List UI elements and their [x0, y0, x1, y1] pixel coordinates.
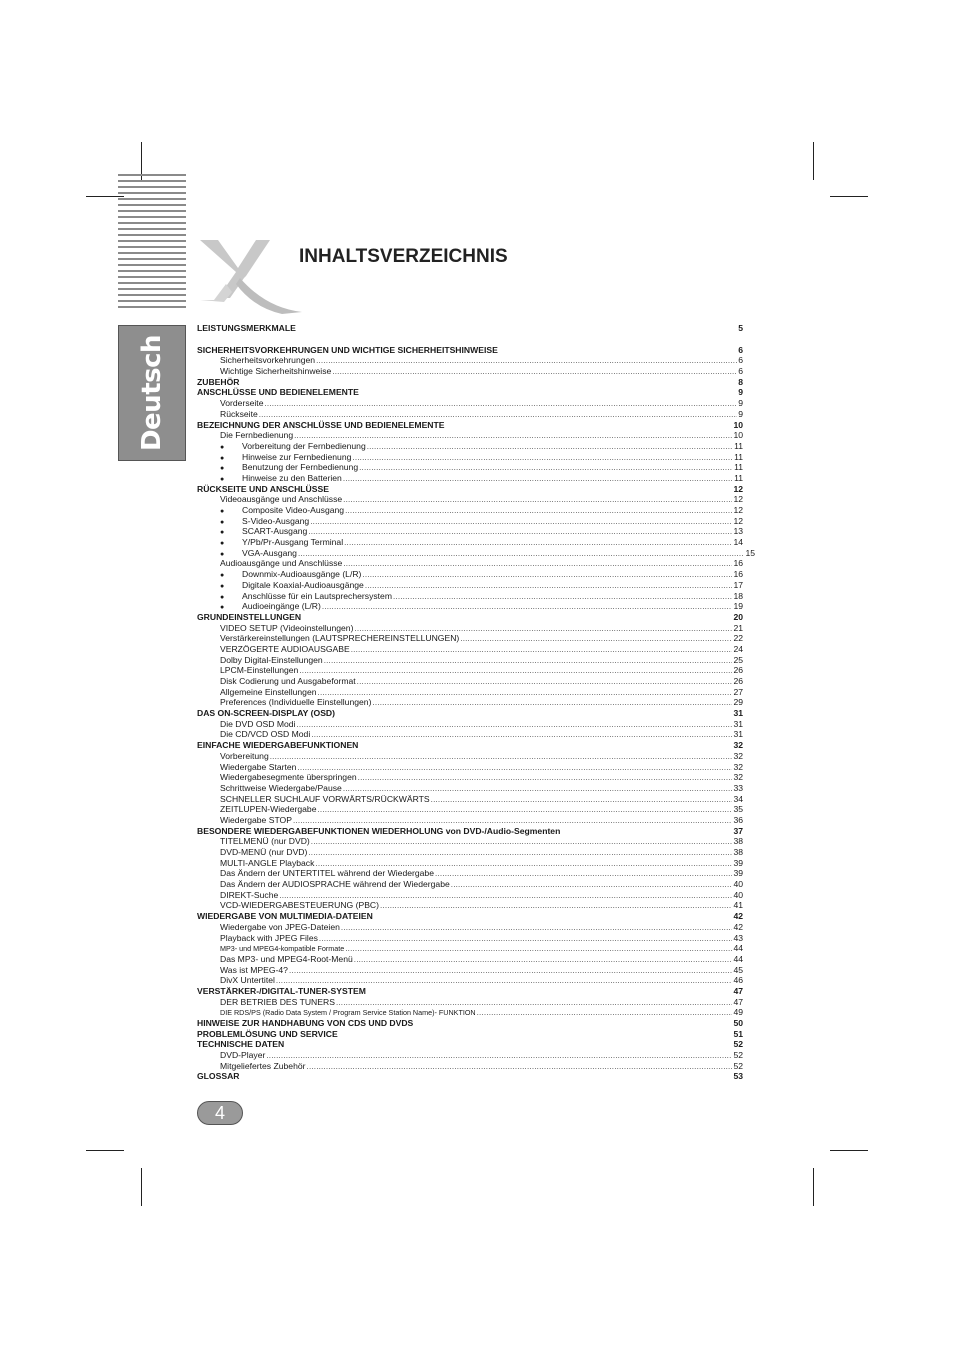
toc-leader-dots: [358, 773, 733, 784]
toc-entry-page: 8: [738, 376, 743, 387]
toc-entry-title: WIEDERGABE VON MULTIMEDIA-DATEIEN: [197, 911, 373, 922]
toc-entry-title: Vorbereitung der Fernbedienung: [242, 440, 366, 451]
toc-entry-title: EINFACHE WIEDERGABEFUNKTIONEN: [197, 740, 359, 751]
toc-entry-title: Wiedergabesegmente überspringen: [220, 772, 357, 783]
toc-section[interactable]: [197, 420, 743, 431]
toc-entry[interactable]: [197, 355, 743, 366]
toc-entry-page: 44: [733, 943, 743, 954]
toc-section[interactable]: [197, 1039, 743, 1050]
toc-section[interactable]: [197, 986, 743, 997]
toc-entry[interactable]: [197, 1061, 743, 1072]
toc-section[interactable]: [197, 387, 743, 398]
toc-entry[interactable]: [197, 409, 743, 420]
toc-bullet-entry[interactable]: [197, 505, 743, 516]
toc-entry-page: 32: [733, 750, 743, 761]
toc-entry-page: 52: [733, 1039, 743, 1050]
toc-entry-title: Videoausgänge und Anschlüsse: [220, 494, 343, 505]
toc-entry-title: PROBLEMLÖSUNG UND SERVICE: [197, 1028, 338, 1039]
toc-entry-title: Rückseite: [220, 408, 258, 419]
toc-entry-page: 20: [733, 611, 743, 622]
toc-bullet-entry[interactable]: [197, 547, 755, 559]
toc-entry-title: MP3- und MPEG4-kompatible Formate: [220, 944, 345, 954]
toc-entry[interactable]: [197, 687, 743, 698]
toc-entry-title: MULTI-ANGLE Playback: [220, 857, 315, 868]
toc-bullet-entry[interactable]: [197, 441, 743, 452]
toc-leader-dots: [308, 848, 732, 859]
toc-section[interactable]: [197, 345, 743, 356]
decorative-stripes: [118, 174, 186, 314]
toc-leader-dots: [343, 495, 732, 506]
toc-bullet-entry[interactable]: [197, 473, 743, 484]
toc-entry-page: 47: [733, 996, 743, 1007]
toc-entry[interactable]: [197, 933, 743, 944]
toc-entry-page: 27: [733, 686, 743, 697]
toc-entry[interactable]: [197, 1050, 743, 1061]
toc-entry-page: 35: [733, 804, 743, 815]
toc-leader-dots: [316, 356, 737, 367]
toc-entry-page: 12: [733, 494, 743, 505]
toc-leader-dots: [365, 581, 733, 592]
toc-entry-page: 11: [734, 440, 743, 451]
toc-entry-page: 6: [738, 344, 743, 355]
bullet-icon: ●: [220, 540, 225, 548]
toc-section[interactable]: [197, 1071, 743, 1082]
toc-entry-page: 34: [733, 793, 743, 804]
toc-section[interactable]: [197, 911, 743, 922]
toc-entry-title: Digitale Koaxial-Audioausgänge: [242, 579, 364, 590]
toc-entry-page: 36: [733, 814, 743, 825]
toc-entry[interactable]: [197, 975, 743, 986]
toc-entry[interactable]: [197, 644, 743, 655]
toc-entry[interactable]: [197, 815, 743, 826]
toc-entry-page: 10: [733, 430, 743, 441]
toc-bullet-entry[interactable]: [197, 591, 743, 602]
toc-entry-page: 29: [733, 697, 743, 708]
toc-leader-dots: [354, 955, 733, 966]
toc-entry[interactable]: [197, 954, 743, 965]
toc-entry-page: 31: [733, 718, 743, 729]
toc-entry-page: 12: [733, 515, 743, 526]
toc-entry[interactable]: [197, 1007, 743, 1018]
toc-leader-dots: [307, 1062, 733, 1073]
toc-entry-title: TECHNISCHE DATEN: [197, 1039, 285, 1050]
toc-entry-page: 21: [733, 622, 743, 633]
toc-entry-page: 38: [733, 836, 743, 847]
toc-leader-dots: [322, 602, 733, 613]
toc-entry-page: 11: [734, 462, 743, 473]
toc-entry-page: 12: [733, 505, 743, 515]
toc-section[interactable]: [197, 740, 743, 751]
crop-mark: [813, 142, 814, 180]
toc-entry-page: 32: [733, 761, 743, 772]
toc-entry-title: Benutzung der Fernbedienung: [242, 462, 359, 473]
toc-leader-dots: [296, 720, 732, 731]
toc-entry-title: Sicherheitsvorkehrungen: [220, 355, 316, 366]
toc-entry[interactable]: [197, 697, 743, 708]
page-number: 4: [214, 1103, 225, 1123]
toc-entry-title: Dolby Digital-Einstellungen: [220, 654, 323, 665]
toc-entry-page: 9: [738, 398, 743, 409]
toc-leader-dots: [435, 869, 732, 880]
toc-entry-title: Mitgeliefertes Zubehör: [220, 1060, 306, 1071]
toc-entry-page: 5: [738, 323, 743, 333]
toc-entry-title: ANSCHLÜSSE UND BEDIENELEMENTE: [197, 387, 359, 398]
bullet-icon: ●: [220, 529, 225, 537]
toc-leader-dots: [343, 559, 732, 570]
toc-bullet-entry[interactable]: [197, 462, 743, 473]
toc-entry[interactable]: [197, 943, 743, 954]
toc-leader-dots: [372, 698, 732, 709]
toc-leader-dots: [357, 677, 733, 688]
toc-entry[interactable]: [197, 794, 743, 805]
toc-section[interactable]: [197, 1029, 743, 1040]
toc-leader-dots: [341, 923, 733, 934]
toc-leader-dots: [297, 763, 732, 774]
toc-entry[interactable]: [197, 430, 743, 441]
toc-entry[interactable]: [197, 665, 743, 676]
toc-entry-title: Disk Codierung und Ausgabeformat: [220, 676, 356, 686]
toc-entry-title: BESONDERE WIEDERGABEFUNKTIONEN WIEDERHOLUNG von DVD-/Audio-Segmenten: [197, 825, 561, 836]
toc-entry-title: Hinweise zu den Batterien: [242, 472, 342, 483]
toc-leader-dots: [332, 367, 737, 378]
bullet-icon: ●: [220, 572, 225, 580]
toc-section[interactable]: [197, 826, 743, 837]
toc-bullet-entry[interactable]: [197, 452, 743, 463]
toc-entry-title: Vorderseite: [220, 398, 264, 409]
toc-entry-title: Die Fernbedienung: [220, 430, 294, 441]
toc-leader-dots: [343, 474, 733, 485]
toc-entry-title: Wiedergabe STOP: [220, 814, 292, 825]
toc-entry-title: DER BETRIEB DES TUNERS: [220, 996, 335, 1007]
toc-entry[interactable]: [197, 623, 743, 634]
toc-entry-title: VERZÖGERTE AUDIOAUSGABE: [220, 643, 350, 654]
toc-entry-page: 31: [733, 708, 743, 719]
toc-entry-page: 51: [733, 1028, 743, 1039]
toc-entry-page: 47: [733, 985, 743, 996]
toc-entry[interactable]: [197, 751, 743, 762]
toc-section[interactable]: [197, 1018, 743, 1029]
toc-entry-page: 15: [745, 547, 755, 558]
toc-entry-title: Hinweise zur Fernbedienung: [242, 451, 352, 462]
toc-entry-page: 25: [733, 654, 743, 665]
toc-entry-page: 9: [738, 408, 743, 419]
toc-entry[interactable]: [197, 965, 743, 976]
crop-mark: [813, 1168, 814, 1206]
toc-entry[interactable]: [197, 772, 743, 783]
toc-entry-page: 52: [733, 1060, 743, 1071]
toc-entry[interactable]: [197, 729, 743, 740]
toc-entry-page: 42: [733, 911, 743, 922]
toc-entry-page: 24: [733, 643, 743, 654]
toc-entry-page: 39: [733, 868, 743, 879]
language-tab-label: Deutsch: [137, 334, 167, 452]
toc-entry-page: 49: [733, 1007, 743, 1018]
toc-entry[interactable]: [197, 366, 743, 377]
toc-entry[interactable]: [197, 900, 743, 911]
bullet-icon: ●: [220, 593, 225, 601]
toc-entry-page: 14: [733, 537, 743, 548]
toc-entry-title: Wichtige Sicherheitshinweise: [220, 366, 332, 377]
toc-entry-page: 12: [733, 483, 743, 494]
toc-leader-dots: [308, 527, 732, 538]
toc-entry-title: DVD-MENÜ (nur DVD): [220, 847, 308, 857]
toc-leader-dots: [344, 538, 732, 549]
toc-leader-dots: [298, 549, 745, 560]
toc-entry-title: ZEITLUPEN-Wiedergabe: [220, 804, 317, 815]
bullet-icon: ●: [220, 582, 225, 590]
toc-entry-title: Composite Video-Ausgang: [242, 505, 345, 515]
toc-section[interactable]: [197, 323, 743, 334]
toc-leader-dots: [266, 1051, 732, 1062]
crop-mark: [86, 1150, 124, 1151]
toc-entry-title: Preferences (Individuelle Einstellungen): [220, 697, 372, 708]
toc-entry-page: 45: [733, 964, 743, 975]
brand-x-logo-icon: [196, 238, 306, 314]
toc-leader-dots: [264, 399, 737, 410]
toc-entry-title: Anschlüsse für ein Lautsprechersystem: [242, 590, 392, 601]
toc-entry-title: SICHERHEITSVORKEHRUNGEN UND WICHTIGE SICHERHEITSHINWEISE: [197, 344, 498, 355]
toc-entry[interactable]: [197, 783, 743, 794]
language-tab: [118, 325, 186, 461]
toc-bullet-entry[interactable]: [197, 580, 743, 591]
toc-entry[interactable]: [197, 922, 743, 933]
toc-leader-dots: [362, 570, 732, 581]
toc-entry-title: GRUNDEINSTELLUNGEN: [197, 611, 302, 622]
toc-entry-title: TITELMENÜ (nur DVD): [220, 836, 310, 847]
toc-entry-title: HINWEISE ZUR HANDHABUNG VON CDS UND DVDS: [197, 1018, 414, 1028]
toc-entry-page: 40: [733, 889, 743, 900]
toc-leader-dots: [460, 634, 732, 645]
bullet-icon: ●: [220, 550, 225, 558]
toc-entry-page: 18: [733, 590, 743, 601]
toc-entry-title: VIDEO SETUP (Videoinstellungen): [220, 622, 354, 633]
bullet-icon: ●: [220, 465, 225, 473]
toc-entry[interactable]: [197, 558, 743, 569]
toc-bullet-entry[interactable]: [197, 601, 743, 612]
toc-entry-page: 17: [733, 579, 743, 590]
toc-bullet-entry[interactable]: [197, 569, 743, 580]
page-number-badge: [197, 1101, 243, 1125]
toc-entry-page: 11: [734, 472, 743, 483]
toc-leader-dots: [299, 666, 732, 677]
toc-entry-title: Das Ändern der AUDIOSPRACHE während der Wiedergabe: [220, 879, 450, 890]
toc-entry-title: DivX Untertitel: [220, 975, 275, 986]
toc-entry-title: SCHNELLER SUCHLAUF VORWÄRTS/RÜCKWÄRTS: [220, 793, 430, 804]
toc-entry-page: 41: [733, 900, 743, 911]
toc-entry-title: BEZEICHNUNG DER ANSCHLÜSSE UND BEDIENELEMENTE: [197, 419, 445, 430]
toc-leader-dots: [289, 966, 732, 977]
toc-entry-title: Audioeingänge (L/R): [242, 601, 321, 612]
toc-leader-dots: [311, 837, 733, 848]
toc-entry-title: LPCM-Einstellungen: [220, 665, 299, 676]
bullet-icon: ●: [220, 604, 225, 612]
toc-entry-title: GLOSSAR: [197, 1071, 240, 1082]
toc-entry-title: ZUBEHÖR: [197, 376, 240, 387]
toc-entry-title: Playback with JPEG Files: [220, 932, 318, 943]
toc-leader-dots: [319, 934, 733, 945]
toc-leader-dots: [345, 506, 732, 517]
page-title: INHALTSVERZEICHNIS: [299, 246, 508, 267]
toc-entry-page: 32: [733, 772, 743, 783]
toc-entry[interactable]: [197, 494, 743, 505]
toc-entry-page: 13: [733, 526, 743, 537]
toc-entry-page: 40: [733, 879, 743, 890]
toc-entry-title: Die DVD OSD Modi: [220, 718, 296, 729]
toc-entry-title: Wiedergabe Starten: [220, 761, 297, 772]
toc-entry[interactable]: [197, 762, 743, 773]
toc-entry[interactable]: [197, 676, 743, 687]
toc-entry-page: 16: [733, 558, 743, 569]
toc-entry-page: 11: [734, 451, 743, 462]
crop-mark: [830, 196, 868, 197]
toc-entry-title: Vorbereitung: [220, 750, 269, 761]
toc-leader-dots: [380, 901, 732, 912]
bullet-icon: ●: [220, 475, 225, 483]
toc-entry-page: 16: [733, 569, 743, 580]
toc-entry-title: DAS ON-SCREEN-DISPLAY (OSD): [197, 708, 335, 719]
toc-entry[interactable]: [197, 719, 743, 730]
bullet-icon: ●: [220, 508, 225, 515]
toc-entry-page: 26: [733, 676, 743, 686]
toc-entry-title: Das MP3- und MPEG4-Root-Menü: [220, 953, 353, 964]
toc-entry[interactable]: [197, 879, 743, 890]
toc-entry-page: 10: [733, 419, 743, 430]
toc-entry-page: 53: [733, 1071, 743, 1082]
toc-entry[interactable]: [197, 847, 743, 858]
toc-entry-page: 6: [738, 355, 743, 366]
toc-entry-title: S-Video-Ausgang: [242, 515, 310, 526]
toc-entry[interactable]: [197, 997, 743, 1008]
toc-entry-title: Downmix-Audioausgänge (L/R): [242, 569, 362, 580]
toc-entry-page: 33: [733, 782, 743, 793]
toc-entry-title: DVD-Player: [220, 1050, 266, 1061]
toc-entry-page: 46: [733, 975, 743, 986]
toc-entry-page: 19: [733, 601, 743, 612]
bullet-icon: ●: [220, 443, 225, 451]
toc-leader-dots: [352, 453, 733, 464]
toc-entry-title: Allgemeine Einstellungen: [220, 686, 317, 697]
toc-leader-dots: [336, 998, 733, 1009]
toc-entry-page: 43: [733, 932, 743, 943]
toc-entry-title: VERSTÄRKER-/DIGITAL-TUNER-SYSTEM: [197, 985, 366, 996]
toc-section[interactable]: [197, 708, 743, 719]
toc-entry[interactable]: [197, 398, 743, 409]
toc-entry-title: Schrittweise Wiedergabe/Pause: [220, 782, 342, 793]
crop-mark: [830, 1150, 868, 1151]
toc-section[interactable]: [197, 612, 743, 623]
toc-entry-title: VGA-Ausgang: [242, 547, 297, 558]
toc-entry[interactable]: [197, 890, 743, 901]
toc-entry-page: 31: [733, 729, 743, 740]
toc-entry[interactable]: [197, 868, 743, 879]
toc-entry-title: DIE RDS/PS (Radio Data System / Program Service Station Name)- FUNKTION: [220, 1008, 476, 1018]
toc-bullet-entry[interactable]: [197, 537, 743, 548]
toc-leader-dots: [270, 752, 733, 763]
toc-leader-dots: [324, 656, 733, 667]
toc-leader-dots: [318, 688, 733, 699]
toc-bullet-entry[interactable]: [197, 516, 743, 527]
toc-entry-title: SCART-Ausgang: [242, 526, 308, 537]
toc-entry-title: Was ist MPEG-4?: [220, 964, 288, 975]
toc-entry-title: Audioausgänge und Anschlüsse: [220, 558, 343, 569]
toc-entry[interactable]: [197, 836, 743, 847]
toc-entry-page: 38: [733, 847, 743, 857]
toc-leader-dots: [451, 880, 733, 891]
bullet-icon: ●: [220, 454, 225, 462]
toc-entry-page: 52: [733, 1050, 743, 1061]
toc-entry-page: 22: [733, 633, 743, 644]
toc-leader-dots: [351, 645, 733, 656]
toc-entry-page: 44: [733, 953, 743, 964]
toc-leader-dots: [359, 463, 733, 474]
bullet-icon: ●: [220, 518, 225, 526]
table-of-contents: [197, 323, 755, 1082]
toc-leader-dots: [310, 517, 732, 528]
toc-entry-title: DIREKT-Suche: [220, 889, 279, 900]
toc-entry[interactable]: [197, 633, 743, 644]
toc-section[interactable]: [197, 377, 743, 388]
toc-entry-title: Y/Pb/Pr-Ausgang Terminal: [242, 537, 344, 548]
toc-entry-page: 42: [733, 921, 743, 932]
toc-leader-dots: [317, 805, 732, 816]
toc-leader-dots: [367, 442, 733, 453]
toc-bullet-entry[interactable]: [197, 526, 743, 537]
toc-leader-dots: [393, 592, 732, 603]
toc-leader-dots: [311, 730, 732, 741]
toc-entry-title: RÜCKSEITE UND ANSCHLÜSSE: [197, 483, 329, 494]
toc-section[interactable]: [197, 484, 743, 495]
toc-entry-title: Wiedergabe von JPEG-Dateien: [220, 921, 340, 932]
toc-entry-page: 26: [733, 665, 743, 676]
toc-entry-page: 9: [738, 387, 743, 398]
toc-entry-page: 32: [733, 740, 743, 751]
toc-entry-title: Verstärkereinstellungen (LAUTSPRECHEREINSTELLUNGEN): [220, 633, 460, 644]
toc-entry-page: 6: [738, 366, 743, 377]
toc-entry-title: Die CD/VCD OSD Modi: [220, 729, 311, 740]
toc-entry[interactable]: [197, 858, 743, 869]
toc-entry-title: LEISTUNGSMERKMALE: [197, 323, 296, 333]
toc-entry-page: 50: [733, 1018, 743, 1028]
toc-leader-dots: [477, 1008, 733, 1019]
toc-leader-dots: [431, 795, 733, 806]
crop-mark: [141, 1168, 142, 1206]
toc-entry-title: VCD-WIEDERGABESTEUERUNG (PBC): [220, 900, 379, 911]
toc-entry-page: 39: [733, 857, 743, 868]
toc-leader-dots: [345, 944, 732, 955]
toc-entry[interactable]: [197, 804, 743, 815]
toc-entry-page: 37: [733, 825, 743, 836]
toc-entry[interactable]: [197, 655, 743, 666]
toc-entry-title: Das Ändern der UNTERTITEL während der Wiedergabe: [220, 868, 434, 879]
